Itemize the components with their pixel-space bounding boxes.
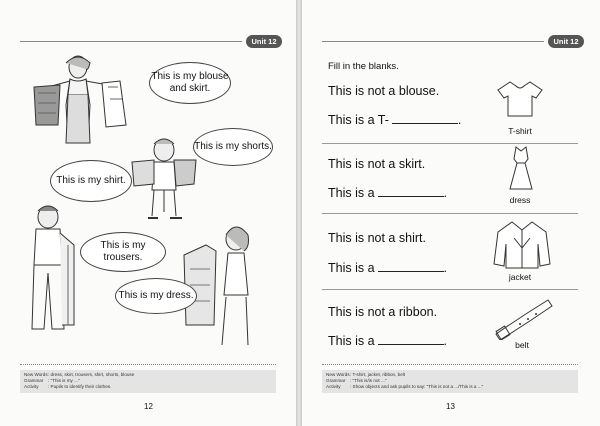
footer-divider [322, 364, 578, 365]
header-rule [322, 41, 544, 42]
sentence-end: . [443, 186, 448, 200]
answer-blank[interactable] [392, 113, 458, 124]
exercise-fill-sentence [328, 261, 447, 275]
exercise-negative-sentence: This is not a ribbon. [328, 305, 438, 319]
unit-badge: Unit 12 [548, 35, 584, 48]
sentence-end: . [457, 113, 462, 127]
exercise-separator [322, 289, 578, 290]
speech-bubble-shorts: This is my shorts. [193, 128, 273, 166]
teacher-notes-box [322, 370, 578, 393]
right-page [302, 0, 600, 426]
exercise-fill-sentence [328, 186, 447, 200]
dress-icon [506, 145, 536, 191]
clothing-label: dress [509, 195, 531, 205]
speech-bubble-shirt: This is my shirt. [50, 160, 132, 202]
page-number: 13 [446, 402, 455, 411]
exercise-separator [322, 213, 578, 214]
t-shirt-icon [496, 78, 544, 118]
sentence-end: . [443, 261, 448, 275]
speech-bubble-dress: This is my dress. [115, 278, 197, 314]
page-number: 12 [144, 402, 153, 411]
notes-label: New Words [326, 372, 350, 377]
exercise-prompt: This is a T- [328, 113, 389, 127]
woman-holding-blouse-skirt-illustration [28, 55, 138, 145]
notes-label: Grammar [24, 378, 44, 383]
notes-value: : Pupils to identify their clothes. [48, 384, 112, 389]
notes-label: New Words [24, 372, 48, 377]
answer-blank[interactable] [378, 186, 444, 197]
left-page [0, 0, 296, 426]
answer-blank[interactable] [378, 334, 444, 345]
notes-label: Activity [326, 384, 341, 389]
speech-bubble-trousers: This is my trousers. [80, 232, 166, 272]
header-rule [20, 41, 242, 42]
exercise-negative-sentence: This is not a skirt. [328, 157, 426, 171]
clothing-label: belt [515, 340, 529, 350]
exercise-fill-sentence [328, 334, 447, 348]
sentence-end: . [443, 334, 448, 348]
exercise-prompt: This is a [328, 186, 375, 200]
notes-value: : "This is my ..." [48, 378, 80, 383]
belt-icon [492, 296, 554, 340]
boy-holding-shirt-shorts-illustration [128, 138, 200, 230]
clothing-label: T-shirt [508, 126, 532, 136]
exercise-negative-sentence: This is not a shirt. [328, 231, 426, 245]
exercise-negative-sentence: This is not a blouse. [328, 84, 440, 98]
notes-value: : Show objects and ask pupils to say: "This is not a .../This is a ..." [350, 384, 484, 389]
exercise-prompt: This is a [328, 334, 375, 348]
notes-label: Activity [24, 384, 39, 389]
teacher-notes-box [20, 370, 276, 393]
notes-value: : dress, skirt, trousers, shirt, shorts, blouse [48, 372, 135, 377]
footer-divider [20, 364, 276, 365]
clothing-label: jacket [508, 272, 532, 282]
exercise-separator [322, 143, 578, 144]
man-holding-trousers-illustration [16, 205, 86, 335]
answer-blank[interactable] [378, 261, 444, 272]
notes-value: : T-shirt, jacket, ribbon, belt [350, 372, 406, 377]
exercise-prompt: This is a [328, 261, 375, 275]
exercise-fill-sentence [328, 113, 461, 127]
jacket-icon [492, 218, 552, 270]
speech-bubble-blouse-skirt: This is my blouse and skirt. [149, 62, 231, 104]
notes-value: : "This is/is not ..." [350, 378, 387, 383]
instruction-text: Fill in the blanks. [328, 61, 399, 72]
unit-badge: Unit 12 [246, 35, 282, 48]
notes-label: Grammar [326, 378, 346, 383]
